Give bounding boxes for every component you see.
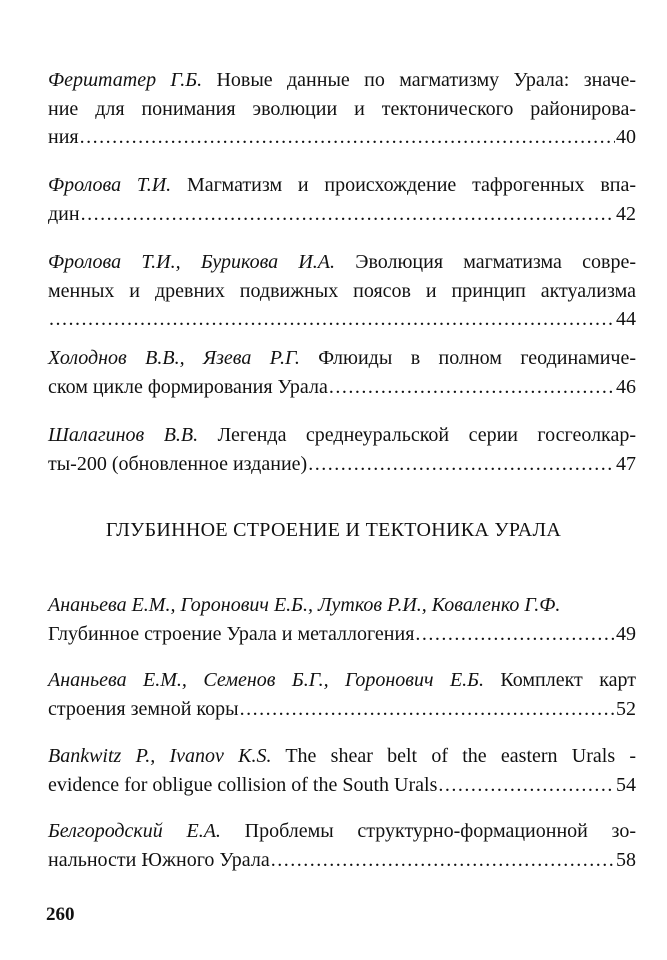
page-number: 260 xyxy=(46,904,75,925)
entry-title-line: Комплект карт xyxy=(500,669,637,691)
entry-title-line: Магматизм и происхождение тафрогенных впа- xyxy=(186,174,637,196)
entry-page: 47 xyxy=(616,452,636,475)
entry-title-line: ском цикле формирования Урала xyxy=(48,375,328,398)
entry-last-line xyxy=(48,200,636,229)
entry-page: 52 xyxy=(616,697,636,720)
entry-line xyxy=(48,344,636,373)
dot-leader xyxy=(329,373,615,402)
entry-line xyxy=(48,277,636,306)
toc-entry xyxy=(48,742,636,799)
entry-title-line: строения земной коры xyxy=(48,697,239,720)
toc-entry xyxy=(48,421,636,478)
entry-last-line xyxy=(48,450,636,479)
section-heading: ГЛУБИННОЕ СТРОЕНИЕ И ТЕКТОНИКА УРАЛА xyxy=(105,519,562,541)
toc-entry xyxy=(48,666,636,723)
entry-line xyxy=(48,666,636,695)
toc-entry xyxy=(48,171,636,228)
entry-line xyxy=(48,95,636,124)
entry-title-line: ния xyxy=(48,126,79,149)
entry-page: 42 xyxy=(616,202,636,225)
entry-line xyxy=(48,248,636,277)
entry-title-line: Легенда среднеуральской серии госгеолкар- xyxy=(217,424,637,446)
toc-entry xyxy=(48,591,636,648)
entry-line xyxy=(48,171,636,200)
entry-page: 46 xyxy=(616,375,636,398)
entry-title-line: ты-200 (обновленное издание) xyxy=(48,452,308,475)
entry-page: 54 xyxy=(616,773,636,796)
entry-authors: Ферштатер Г.Б. xyxy=(48,69,203,91)
entry-line xyxy=(48,421,636,450)
entry-authors: Фролова Т.И., Бурикова И.А. xyxy=(48,251,336,273)
entry-page: 40 xyxy=(616,126,636,149)
entry-last-line xyxy=(48,123,636,152)
entry-title-line: evidence for obligue collision of the South Urals xyxy=(48,773,438,796)
entry-title-line: The shear belt of the eastern Urals - xyxy=(285,745,637,767)
dot-leader xyxy=(80,123,615,152)
entry-title-line: Новые данные по магматизму Урала: значе- xyxy=(216,69,636,91)
dot-leader xyxy=(308,450,615,479)
dot-leader xyxy=(415,620,615,649)
entry-authors: Ананьева Е.М., Семенов Б.Г., Горонович Е.Б. xyxy=(48,669,484,691)
entry-title-line: менных и древних подвижных поясов и принцип актуализма xyxy=(48,279,636,302)
toc-entry xyxy=(48,248,636,334)
entry-title-line: ние для понимания эволюции и тектонического районирова- xyxy=(48,97,636,120)
entry-title-line: Эволюция магматизма совре- xyxy=(355,251,636,273)
entry-last-line xyxy=(48,620,636,649)
entry-authors: Белгородский Е.А. xyxy=(48,820,221,842)
dot-leader xyxy=(49,305,615,334)
entry-last-line xyxy=(48,846,636,875)
entry-page: 58 xyxy=(616,848,636,871)
toc-entry xyxy=(48,66,636,152)
toc-entry xyxy=(48,817,636,874)
entry-title-line: Проблемы структурно-формационной зо- xyxy=(244,820,636,842)
dot-leader xyxy=(240,695,615,724)
entry-authors: Фролова Т.И. xyxy=(48,174,172,196)
entry-last-line xyxy=(48,695,636,724)
entry-authors: Bankwitz P., Ivanov K.S. xyxy=(48,745,272,767)
dot-leader xyxy=(81,200,615,229)
entry-last-line xyxy=(48,771,636,800)
entry-page: 44 xyxy=(616,308,636,331)
entry-title-line: нальности Южного Урала xyxy=(48,848,270,871)
entry-line xyxy=(48,742,636,771)
entry-title-line: дин xyxy=(48,202,80,225)
entry-last-line xyxy=(48,305,636,334)
entry-last-line xyxy=(48,373,636,402)
dot-leader xyxy=(271,846,615,875)
dot-leader xyxy=(438,771,615,800)
toc-entry xyxy=(48,344,636,401)
entry-authors: Шалагинов В.В. xyxy=(48,424,199,446)
entry-page: 49 xyxy=(616,622,636,645)
entry-line xyxy=(48,66,636,95)
entry-authors: Ананьева Е.М., Горонович Е.Б., Лутков Р.И., Коваленко Г.Ф. xyxy=(48,594,561,616)
entry-line xyxy=(48,591,636,620)
entry-line xyxy=(48,817,636,846)
entry-title-line: Глубинное строение Урала и металлогения xyxy=(48,622,415,645)
entry-title-line: Флюиды в полном геодинамиче- xyxy=(318,347,636,369)
entry-authors: Холоднов В.В., Язева Р.Г. xyxy=(48,347,300,369)
